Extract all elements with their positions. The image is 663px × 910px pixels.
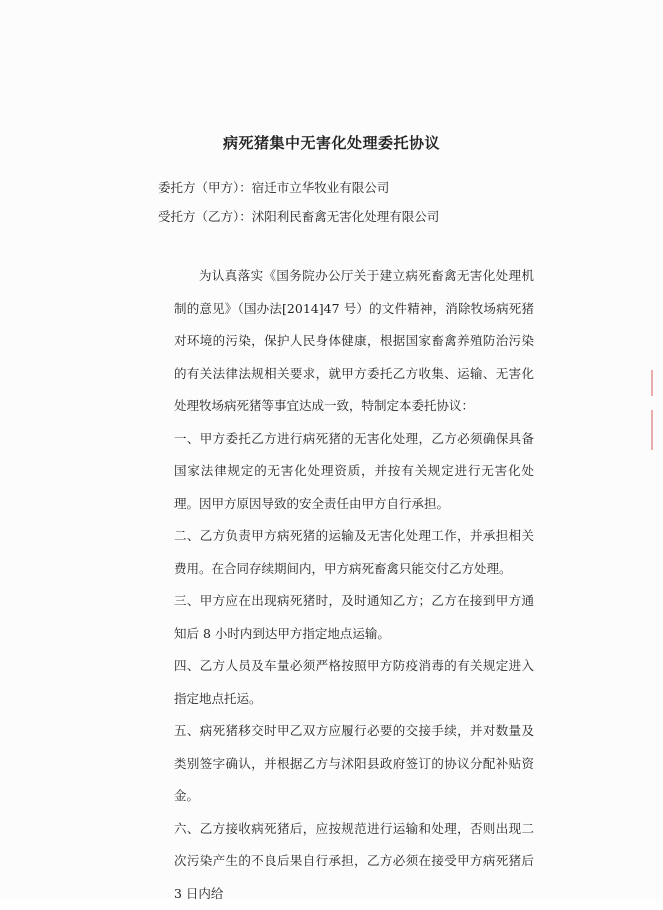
clause-6: 六、乙方接收病死猪后，应按规范进行运输和处理，否则出现二次污染产生的不良后果自行承担，乙方必须在接受甲方病死猪后 3 日内给	[174, 813, 534, 910]
scan-edge-mark	[651, 410, 653, 450]
clause-5: 五、病死猪移交时甲乙双方应履行必要的交接手续，并对数量及类别签字确认，并根据乙方与沭阳县政府签订的协议分配补贴资金。	[174, 715, 534, 813]
scan-edge-mark	[651, 370, 653, 396]
preamble-paragraph: 为认真落实《国务院办公厅关于建立病死畜禽无害化处理机制的意见》（国办法[2014]47 号）的文件精神，消除牧场病死猪对环境的污染，保护人民身体健康，根据国家畜禽养殖防治污染的有关法律法规相关要求，就甲方委托乙方收集、运输、无害化处理牧场病死猪等事宜达成一致，特制定本委托协议：	[174, 260, 534, 423]
document-title: 病死猪集中无害化处理委托协议	[0, 132, 663, 153]
clause-4: 四、乙方人员及车量必须严格按照甲方防疫消毒的有关规定进入指定地点托运。	[174, 650, 534, 715]
clause-1: 一、甲方委托乙方进行病死猪的无害化处理，乙方必须确保具备国家法律规定的无害化处理资质，并按有关规定进行无害化处理。因甲方原因导致的安全责任由甲方自行承担。	[174, 423, 534, 521]
party-a-line: 委托方（甲方）：宿迁市立华牧业有限公司	[158, 178, 389, 196]
clause-3: 三、甲方应在出现病死猪时，及时通知乙方；乙方在接到甲方通知后 8 小时内到达甲方指定地点运输。	[174, 585, 534, 650]
agreement-body	[174, 260, 534, 910]
party-b-line: 受托方（乙方）：沭阳利民畜禽无害化处理有限公司	[158, 207, 439, 225]
clause-2: 二、乙方负责甲方病死猪的运输及无害化处理工作，并承担相关费用。在合同存续期间内，甲方病死畜禽只能交付乙方处理。	[174, 520, 534, 585]
